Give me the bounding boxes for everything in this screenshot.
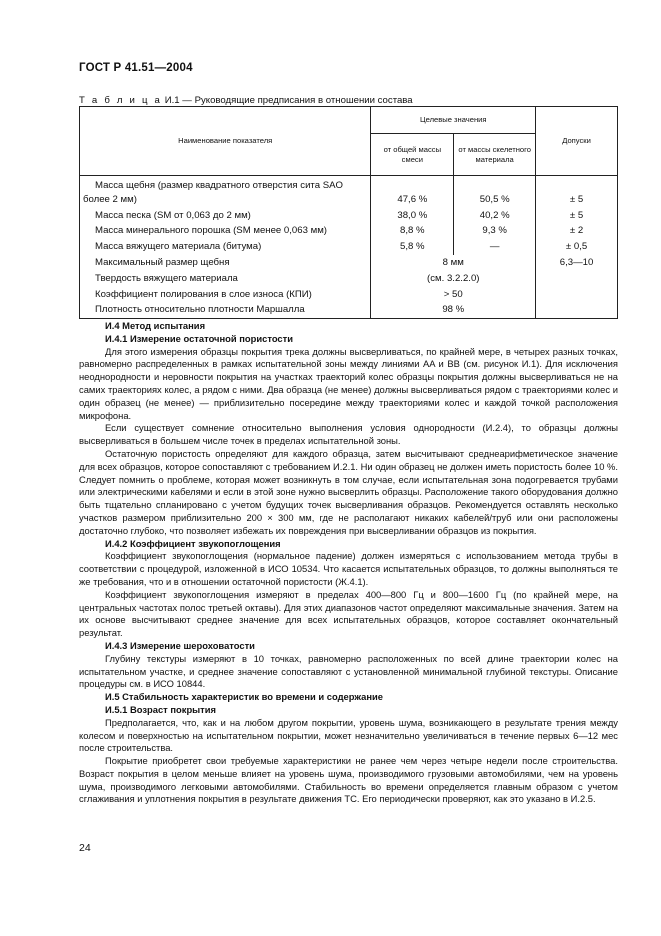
row-mix-value: 47,6 % [371,176,454,208]
row-name-text: Максимальный размер щебня [95,256,230,268]
row-tolerance: ± 5 [536,176,618,208]
table-row [80,271,618,287]
row-merged-value: > 50 [371,287,536,303]
row-tolerance: ± 5 [536,208,618,224]
row-name-text: Плотность относительно плотности Маршалла [95,304,305,316]
header-target-values: Целевые значения [371,107,536,134]
row-name [80,271,371,287]
row-name [80,223,371,239]
paragraph: Если существует сомнение относительно выполнения условия однородности (И.2.4), то образцы должны высверливаться в большем числе точек в пределах испытательной зоны. [79,422,618,447]
paragraph: Глубину текстуры измеряют в 10 точках, равномерно расположенных по всей длине траектории колес на испытательном участке, и среднее значение сопоставляют с установленной минимальной глубиной текстуры. Описание процедуры см. в ИСО 10844. [79,652,618,690]
paragraph: Остаточную пористость определяют для каждого образца, затем высчитывают среднеарифметическое значение для всех образцов, которое сопоставляют с требованием И.2.1. Ни один образец не должен иметь пористость более 10 %. Следует помнить о проблеме, которая может возникнуть в том случае, если испытательная зона подогревается трубами или электрическими кабелями и если в этой зоне нужно высверлить образцы. Расположение такого оборудования должно быть тщательно спланировано с учетом будущих точек высверливания образцов. Рекомендуется оставлять несколько участков размером приблизительно 200 × 300 мм, где не располагают никаких кабелей/труб или они расположены достаточно глубоко, что позволяет избежать их повреждения при высверливании образцов из покрытия. [79,447,618,536]
table-row [80,176,618,208]
table-caption [79,95,413,106]
subsection-heading: И.4.1 Измерение остаточной пористости [105,332,293,344]
row-name-text: Коэффициент полирования в слое износа (КПИ) [95,288,312,300]
composition-table [79,106,618,319]
table-row [80,287,618,303]
row-name [80,287,371,303]
table-row [80,208,618,224]
row-name-text: Масса песка (SM от 0,063 до 2 мм) [95,209,251,221]
table-row [80,223,618,239]
row-tolerance: ± 2 [536,223,618,239]
header-mass-skeleton: от массы скелетного материала [454,134,536,176]
document-code: ГОСТ Р 41.51—2004 [79,62,193,74]
table-caption-text: И.1 — Руководящие предписания в отношении состава [164,95,413,106]
row-tolerance [536,271,618,287]
section-heading: И.4 Метод испытания [105,320,206,331]
subsection-heading: И.4.3 Измерение шероховатости [105,639,255,651]
row-merged-value: 8 мм [371,255,536,271]
header-mass-mix: от общей массы смеси [371,134,454,176]
row-tolerance [536,287,618,303]
subsection-heading: И.4.2 Коэффициент звукопоглощения [105,537,281,549]
row-name-line2: более 2 мм) [83,193,137,205]
row-skeleton-value: 9,3 % [454,223,536,239]
row-name-line1: Масса щебня (размер квадратного отверстия сита SAO [95,180,343,191]
table-row [80,239,618,255]
row-mix-value: 8,8 % [371,223,454,239]
row-tolerance: 6,3—10 [536,255,618,271]
row-name [80,302,371,318]
header-indicator-name: Наименование показателя [80,107,371,176]
paragraph: Предполагается, что, как и на любом другом покрытии, уровень шума, возникающего в результате трения между колесом и поверхностью на испытательном покрытии, может незначительно увеличиваться в течение первых 6—12 мес после строительства. [79,716,618,754]
page-number: 24 [79,842,91,854]
body-text [79,320,618,806]
row-mix-value: 38,0 % [371,208,454,224]
paragraph: Для этого измерения образцы покрытия трека должны высверливаться, по крайней мере, в четырех разных точках, равномерно распределенных в рамках испытательной зоны между линиями AA и BB (см. рисунок И.1). Для исключения неоднородности и неровности покрытия на участках траекторий колес образцы покрытия должны высверливаться не на самих траекториях колес, а рядом с ними. Два образца (не менее) должны высверливаться рядом с траекториями колес и один образец (не менее) — приблизительно посередине между траекториями колес и каждой точкой расположения микрофона. [79,345,618,421]
table-row [80,255,618,271]
row-tolerance: ± 0,5 [536,239,618,255]
section-heading: И.5 Стабильность характеристик во времени и содержание [105,691,383,703]
row-tolerance [536,302,618,318]
paragraph: Покрытие приобретет свои требуемые характеристики не ранее чем через четыре недели после строительства. Возраст покрытия в целом меньше влияет на уровень шума, производимого грузовыми автомобилями, чем на уровень шума, производимого легковыми автомобилями. Стабильность во времени определяется главным образом с учетом сглаживания и уплотнения покрытия в результате движения ТС. Его периодически проверяют, как это указано в И.2.5. [79,755,618,805]
row-name [80,239,371,255]
row-skeleton-value: 50,5 % [454,176,536,208]
table-caption-prefix: Т а б л и ц а [79,95,163,106]
row-name-text: Масса вяжущего материала (битума) [95,241,262,253]
row-mix-value: 5,8 % [371,239,454,255]
paragraph: Коэффициент звукопоглощения (нормальное падение) должен измеряться с использованием метода трубы в соответствии с процедурой, изложенной в ИСО 10534. Что касается испытательных образцов, то должны выполняться те же требования, что и в отношении остаточной пористости (Ж.4.1). [79,550,618,587]
row-merged-value: 98 % [371,302,536,318]
subsection-heading: И.5.1 Возраст покрытия [105,703,217,715]
row-merged-value: (см. 3.2.2.0) [371,271,536,287]
row-name-text: Масса минерального порошка (SM менее 0,063 мм) [95,225,327,237]
table-row [80,302,618,318]
row-skeleton-value: 40,2 % [454,208,536,224]
row-name [80,176,371,208]
row-name-text: Твердость вяжущего материала [95,272,238,284]
header-tolerance: Допуски [536,107,618,176]
paragraph: Коэффициент звукопоглощения измеряют в пределах 400—800 Гц и 800—1600 Гц (по крайней мере, на центральных частотах полос третьей октавы). Для этих диапазонов частот определяют максимальные значения. Затем на их основе высчитывают среднее значение для всех испытательных образцов, которое составляет окончательный результат. [79,588,618,639]
row-name [80,255,371,271]
row-skeleton-value: — [454,239,536,255]
row-name [80,208,371,224]
